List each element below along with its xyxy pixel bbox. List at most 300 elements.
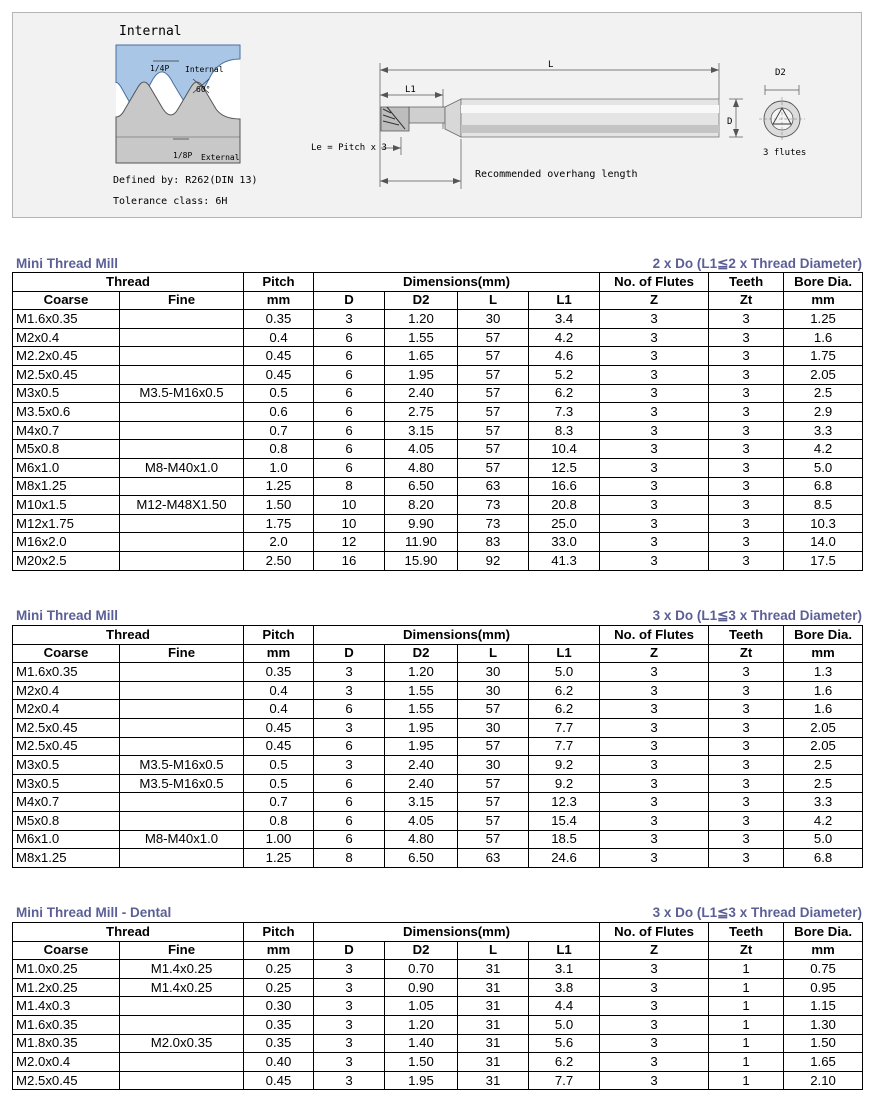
table-cell: 3 — [709, 737, 784, 756]
table-cell: 63 — [458, 849, 529, 868]
table-row — [13, 756, 863, 775]
table-cell: 3 — [314, 1053, 385, 1072]
table-cell: 6.2 — [529, 681, 600, 700]
table-cell: 1.15 — [784, 997, 863, 1016]
table-cell: 0.45 — [244, 365, 314, 384]
group-header-cell: Pitch — [244, 626, 314, 645]
table-cell: 0.5 — [244, 384, 314, 403]
group-header-cell: Pitch — [244, 923, 314, 942]
group-header-cell: Thread — [13, 923, 244, 942]
table-row — [13, 681, 863, 700]
table-row — [13, 365, 863, 384]
table-cell: 3 — [709, 347, 784, 366]
table-cell: 3 — [600, 830, 709, 849]
header-row-group — [13, 626, 863, 645]
table-cell: 1.0 — [244, 458, 314, 477]
table-cell: 3 — [600, 1053, 709, 1072]
table-cell: 1.55 — [385, 700, 458, 719]
dim-d-label: D — [727, 117, 733, 127]
table-cell: 6 — [314, 440, 385, 459]
table-cell: 0.35 — [244, 1034, 314, 1053]
table-row — [13, 793, 863, 812]
spec-table — [12, 625, 863, 868]
table-cell: 3 — [709, 756, 784, 775]
table-cell: 4.05 — [385, 440, 458, 459]
table-cell: M1.6x0.35 — [13, 663, 120, 682]
table-cell: M2x0.4 — [13, 681, 120, 700]
table-cell: 2.40 — [385, 384, 458, 403]
table-cell: M2.5x0.45 — [13, 718, 120, 737]
table-cell: 3 — [600, 1071, 709, 1090]
table-cell: 73 — [458, 496, 529, 515]
table-cell — [120, 997, 244, 1016]
table-cell — [120, 1015, 244, 1034]
table-cell: 30 — [458, 310, 529, 329]
table-cell: 57 — [458, 384, 529, 403]
table-cell — [120, 737, 244, 756]
table-cell: 8.3 — [529, 421, 600, 440]
table-cell: 4.2 — [529, 328, 600, 347]
table-cell: 57 — [458, 774, 529, 793]
table-cell: 8.20 — [385, 496, 458, 515]
table-cell: M2x0.4 — [13, 700, 120, 719]
table-cell: 3 — [709, 718, 784, 737]
table-cell: M8x1.25 — [13, 477, 120, 496]
group-header-cell: No. of Flutes — [600, 923, 709, 942]
table-cell — [120, 700, 244, 719]
table-row — [13, 1015, 863, 1034]
table-cell: 31 — [458, 1034, 529, 1053]
column-header-cell: mm — [244, 291, 314, 310]
table-cell: 12.3 — [529, 793, 600, 812]
column-header-cell: L1 — [529, 644, 600, 663]
table-cell: 3 — [600, 960, 709, 979]
label-internal: Internal — [185, 65, 224, 74]
table-cell: 6 — [314, 421, 385, 440]
table-cell: 0.8 — [244, 811, 314, 830]
table-cell: M1.4x0.25 — [120, 978, 244, 997]
table-cell: 18.5 — [529, 830, 600, 849]
group-header-cell: Bore Dia. — [784, 626, 863, 645]
thread-profile-illustration — [116, 45, 240, 163]
table-cell: 83 — [458, 533, 529, 552]
table-cell: 1.50 — [244, 496, 314, 515]
group-header-cell: Dimensions(mm) — [314, 923, 600, 942]
table-cell: 57 — [458, 737, 529, 756]
table-cell: M4x0.7 — [13, 793, 120, 812]
table-cell: M1.8x0.35 — [13, 1034, 120, 1053]
table-cell: 57 — [458, 365, 529, 384]
table-cell: 3 — [709, 403, 784, 422]
table-cell: M8x1.25 — [13, 849, 120, 868]
table-cell: 31 — [458, 1071, 529, 1090]
table-cell — [120, 718, 244, 737]
table-cell: 2.9 — [784, 403, 863, 422]
table-cell: 8 — [314, 849, 385, 868]
table-cell: 92 — [458, 551, 529, 570]
table-cell: 6.2 — [529, 1053, 600, 1072]
section-title: Mini Thread Mill — [16, 256, 119, 271]
table-row — [13, 960, 863, 979]
table-cell: M2.5x0.45 — [13, 365, 120, 384]
table-cell: 1.65 — [385, 347, 458, 366]
table-cell: 0.25 — [244, 978, 314, 997]
column-header-cell: D — [314, 941, 385, 960]
label-quarter-p: 1/4P — [150, 64, 170, 73]
table-cell: 3 — [600, 793, 709, 812]
table-cell: 3 — [314, 1071, 385, 1090]
table-cell: M4x0.7 — [13, 421, 120, 440]
header-row-group — [13, 923, 863, 942]
table-cell: 5.2 — [529, 365, 600, 384]
table-cell: 1.6 — [784, 681, 863, 700]
table-cell: 0.35 — [244, 1015, 314, 1034]
section-subtitle: 2 x Do (L1≦2 x Thread Diameter) — [652, 256, 862, 271]
table-cell: 16 — [314, 551, 385, 570]
tool-diagram — [12, 12, 862, 218]
table-cell: M5x0.8 — [13, 440, 120, 459]
table-cell: 3 — [709, 496, 784, 515]
table-cell: 3 — [600, 421, 709, 440]
table-cell: M2.0x0.35 — [120, 1034, 244, 1053]
table-cell: 0.95 — [784, 978, 863, 997]
group-header-cell: Dimensions(mm) — [314, 626, 600, 645]
table-row — [13, 551, 863, 570]
table-cell: 2.0 — [244, 533, 314, 552]
internal-title: Internal — [119, 24, 182, 39]
table-cell — [120, 310, 244, 329]
table-cell: 3 — [600, 756, 709, 775]
table-cell: 2.05 — [784, 718, 863, 737]
table-cell: 1 — [709, 1015, 784, 1034]
table-cell — [120, 663, 244, 682]
table-row — [13, 440, 863, 459]
table-cell: 6.2 — [529, 384, 600, 403]
table-cell: 3 — [600, 514, 709, 533]
table-cell: 9.2 — [529, 774, 600, 793]
table-cell: 3 — [600, 365, 709, 384]
table-cell: 3 — [709, 458, 784, 477]
table-cell: 0.7 — [244, 793, 314, 812]
table-cell: 3 — [709, 477, 784, 496]
table-cell: M5x0.8 — [13, 811, 120, 830]
table-cell: M1.6x0.35 — [13, 1015, 120, 1034]
table-cell: 30 — [458, 663, 529, 682]
column-header-cell: L1 — [529, 941, 600, 960]
table-cell: 1 — [709, 1053, 784, 1072]
table-cell: 12.5 — [529, 458, 600, 477]
table-cell: M3x0.5 — [13, 756, 120, 775]
table-cell — [120, 365, 244, 384]
header-row-columns — [13, 644, 863, 663]
table-cell: M2.5x0.45 — [13, 737, 120, 756]
table-cell: 12 — [314, 533, 385, 552]
table-cell: 0.45 — [244, 1071, 314, 1090]
table-cell: 3 — [600, 551, 709, 570]
table-cell: 15.4 — [529, 811, 600, 830]
tolerance-text: Tolerance class: 6H — [113, 196, 228, 207]
table-cell: 31 — [458, 978, 529, 997]
table-cell: 1 — [709, 960, 784, 979]
table-row — [13, 997, 863, 1016]
column-header-cell: Zt — [709, 941, 784, 960]
table-cell: 3 — [600, 1034, 709, 1053]
table-cell: 3 — [600, 978, 709, 997]
table-cell: 7.7 — [529, 737, 600, 756]
table-cell: 1.95 — [385, 365, 458, 384]
table-cell: 0.40 — [244, 1053, 314, 1072]
table-cell: 3 — [709, 384, 784, 403]
table-cell: 6 — [314, 830, 385, 849]
table-cell: M2.5x0.45 — [13, 1071, 120, 1090]
table-cell: 9.2 — [529, 756, 600, 775]
diagram-svg — [13, 13, 863, 219]
column-header-cell: Fine — [120, 291, 244, 310]
table-cell: 1.25 — [784, 310, 863, 329]
table-cell: 8.5 — [784, 496, 863, 515]
table-cell: 57 — [458, 403, 529, 422]
table-cell: 41.3 — [529, 551, 600, 570]
table-cell: M8-M40x1.0 — [120, 830, 244, 849]
header-row-columns — [13, 291, 863, 310]
table-cell: 33.0 — [529, 533, 600, 552]
group-header-cell: Thread — [13, 626, 244, 645]
table-cell: 1.20 — [385, 663, 458, 682]
table-cell: 1.00 — [244, 830, 314, 849]
table-cell: 0.4 — [244, 328, 314, 347]
group-header-cell: Teeth — [709, 626, 784, 645]
table-cell: 30 — [458, 681, 529, 700]
table-cell: 31 — [458, 960, 529, 979]
table-row — [13, 328, 863, 347]
table-cell: 1.20 — [385, 310, 458, 329]
section-title: Mini Thread Mill - Dental — [16, 905, 172, 920]
column-header-cell: L1 — [529, 291, 600, 310]
table-cell: 57 — [458, 830, 529, 849]
column-header-cell: mm — [784, 941, 863, 960]
group-header-cell: Teeth — [709, 923, 784, 942]
table-cell: 3.3 — [784, 421, 863, 440]
table-cell: 4.80 — [385, 458, 458, 477]
table-cell: 14.0 — [784, 533, 863, 552]
column-header-cell: D — [314, 291, 385, 310]
table-cell: 3.1 — [529, 960, 600, 979]
table-cell — [120, 421, 244, 440]
table-cell: 1.50 — [385, 1053, 458, 1072]
table-cell: 57 — [458, 347, 529, 366]
table-cell — [120, 681, 244, 700]
table-cell: 2.40 — [385, 756, 458, 775]
table-cell: 1.95 — [385, 737, 458, 756]
table-cell: 1.25 — [244, 477, 314, 496]
table-cell: 0.4 — [244, 700, 314, 719]
table-cell: M6x1.0 — [13, 830, 120, 849]
table-cell — [120, 551, 244, 570]
table-cell: 3.15 — [385, 421, 458, 440]
table-cell: 0.35 — [244, 310, 314, 329]
table-cell: 3 — [314, 1015, 385, 1034]
table-cell: 4.80 — [385, 830, 458, 849]
table-cell: 0.8 — [244, 440, 314, 459]
table-cell: 3 — [314, 997, 385, 1016]
table-cell: 6.8 — [784, 849, 863, 868]
table-cell: 7.7 — [529, 1071, 600, 1090]
table-cell: M1.6x0.35 — [13, 310, 120, 329]
table-row — [13, 1053, 863, 1072]
table-cell: 0.7 — [244, 421, 314, 440]
table-cell: 3 — [709, 514, 784, 533]
table-cell: 17.5 — [784, 551, 863, 570]
table-cell: 1.95 — [385, 1071, 458, 1090]
table-cell: 1.95 — [385, 718, 458, 737]
table-cell — [120, 347, 244, 366]
table-row — [13, 384, 863, 403]
table-cell — [120, 1053, 244, 1072]
table-cell: 10.4 — [529, 440, 600, 459]
table-cell: 3 — [709, 774, 784, 793]
table-cell: 3 — [600, 440, 709, 459]
table-cell — [120, 328, 244, 347]
le-label: Le = Pitch x 3 — [311, 143, 387, 153]
table-cell: 3 — [600, 496, 709, 515]
column-header-cell: D — [314, 644, 385, 663]
table-cell: 3 — [709, 310, 784, 329]
table-cell: 1 — [709, 1034, 784, 1053]
column-header-cell: D2 — [385, 941, 458, 960]
table-cell: 3 — [314, 1034, 385, 1053]
group-header-cell: No. of Flutes — [600, 626, 709, 645]
table-cell: 2.75 — [385, 403, 458, 422]
table-cell: 3 — [600, 811, 709, 830]
table-cell: M3x0.5 — [13, 384, 120, 403]
table-cell: M16x2.0 — [13, 533, 120, 552]
table-cell — [120, 533, 244, 552]
group-header-cell: Thread — [13, 273, 244, 292]
table-cell: 3 — [314, 310, 385, 329]
group-header-cell: Bore Dia. — [784, 273, 863, 292]
dim-d2-label: D2 — [775, 68, 786, 78]
spec-table — [12, 272, 863, 571]
table-row — [13, 700, 863, 719]
table-cell: M1.4x0.3 — [13, 997, 120, 1016]
table-cell: M1.2x0.25 — [13, 978, 120, 997]
table-cell: M6x1.0 — [13, 458, 120, 477]
table-cell: 3 — [709, 849, 784, 868]
table-cell: 1.3 — [784, 663, 863, 682]
table-cell: 1.50 — [784, 1034, 863, 1053]
table-cell: 57 — [458, 458, 529, 477]
table-cell: 3 — [600, 347, 709, 366]
header-row-columns — [13, 941, 863, 960]
column-header-cell: Fine — [120, 941, 244, 960]
table-cell: 0.90 — [385, 978, 458, 997]
label-external: External — [201, 153, 240, 162]
table-cell: 1.65 — [784, 1053, 863, 1072]
defined-by-text: Defined by: R262(DIN 13) — [113, 175, 258, 186]
column-header-cell: D2 — [385, 644, 458, 663]
column-header-cell: L — [458, 644, 529, 663]
table-cell: 3 — [709, 830, 784, 849]
table-cell: 2.40 — [385, 774, 458, 793]
table-cell: M3.5x0.6 — [13, 403, 120, 422]
table-cell: 6 — [314, 793, 385, 812]
table-row — [13, 663, 863, 682]
table-row — [13, 1034, 863, 1053]
table-cell: 5.6 — [529, 1034, 600, 1053]
table-cell: M2.2x0.45 — [13, 347, 120, 366]
table-cell: 6 — [314, 384, 385, 403]
table-cell: 15.90 — [385, 551, 458, 570]
table-cell: 7.3 — [529, 403, 600, 422]
table-cell: 1.05 — [385, 997, 458, 1016]
table-cell: 5.0 — [529, 1015, 600, 1034]
table-cell: 6.50 — [385, 849, 458, 868]
table-cell: M10x1.5 — [13, 496, 120, 515]
table-cell: 3 — [709, 440, 784, 459]
table-cell: 3 — [709, 533, 784, 552]
column-header-cell: Z — [600, 291, 709, 310]
section-title: Mini Thread Mill — [16, 608, 119, 623]
table-cell: 4.4 — [529, 997, 600, 1016]
table-cell: 31 — [458, 1015, 529, 1034]
table-cell: M3.5-M16x0.5 — [120, 774, 244, 793]
table-cell: 3 — [314, 718, 385, 737]
table-cell: 4.2 — [784, 440, 863, 459]
table-row — [13, 477, 863, 496]
table-cell: 3 — [600, 477, 709, 496]
table-cell: 6.2 — [529, 700, 600, 719]
column-header-cell: Coarse — [13, 644, 120, 663]
table-cell: 0.5 — [244, 774, 314, 793]
table-cell: 1.30 — [784, 1015, 863, 1034]
end-view-drawing — [759, 85, 805, 141]
table-row — [13, 310, 863, 329]
table-cell — [120, 514, 244, 533]
overhang-label: Recommended overhang length — [475, 169, 638, 180]
column-header-cell: Fine — [120, 644, 244, 663]
table-cell: 25.0 — [529, 514, 600, 533]
table-cell: 0.45 — [244, 718, 314, 737]
table-row — [13, 496, 863, 515]
table-cell: M12-M48X1.50 — [120, 496, 244, 515]
table-cell: 0.35 — [244, 663, 314, 682]
table-cell: M8-M40x1.0 — [120, 458, 244, 477]
table-cell: 1 — [709, 997, 784, 1016]
table-row — [13, 978, 863, 997]
table-cell: 3 — [600, 1015, 709, 1034]
table-cell: 16.6 — [529, 477, 600, 496]
table-cell: 1.75 — [244, 514, 314, 533]
table-cell: 0.45 — [244, 737, 314, 756]
table-cell: 0.5 — [244, 756, 314, 775]
table-cell: 3 — [600, 458, 709, 477]
section-subtitle: 3 x Do (L1≦3 x Thread Diameter) — [652, 905, 862, 920]
table-cell: 57 — [458, 328, 529, 347]
table-cell: 5.0 — [784, 458, 863, 477]
table-cell: 10.3 — [784, 514, 863, 533]
flutes-label: 3 flutes — [763, 148, 807, 158]
table-cell: 3 — [314, 978, 385, 997]
table-cell: 3 — [314, 663, 385, 682]
column-header-cell: mm — [244, 941, 314, 960]
table-cell: 31 — [458, 1053, 529, 1072]
table-cell — [120, 811, 244, 830]
table-cell: 3 — [709, 811, 784, 830]
table-cell: 8 — [314, 477, 385, 496]
table-cell: 2.10 — [784, 1071, 863, 1090]
group-header-cell: Dimensions(mm) — [314, 273, 600, 292]
table-row — [13, 718, 863, 737]
